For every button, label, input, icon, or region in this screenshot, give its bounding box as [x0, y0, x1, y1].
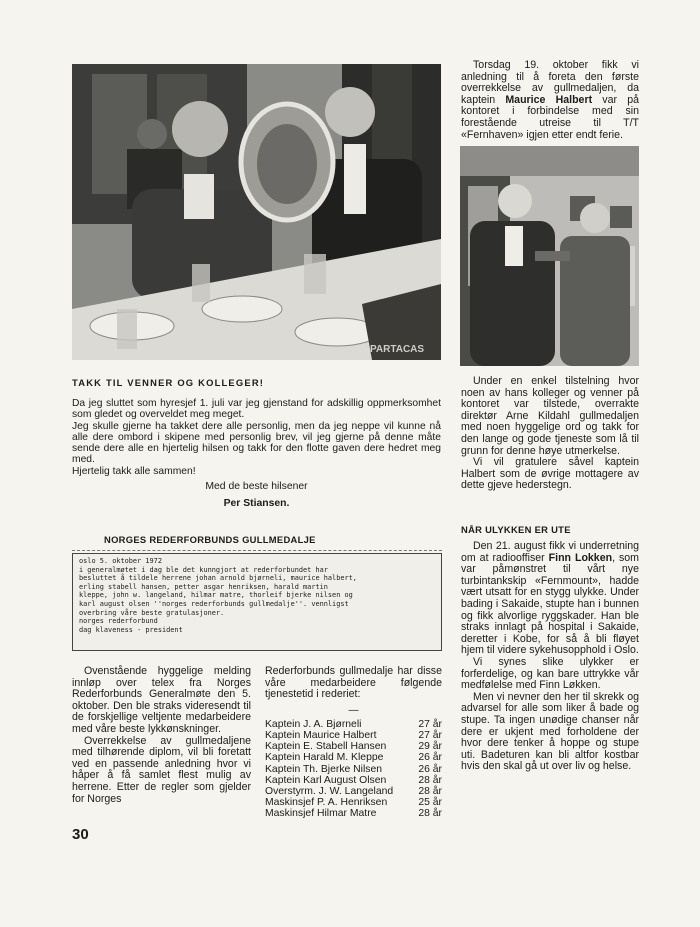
- takk-text: [72, 398, 441, 477]
- cigar-box-label: PARTACAS: [370, 344, 425, 355]
- takk-paragraph-1: Da jeg sluttet som hyresjef 1. juli var jeg gjenstand for adskillig oppmerksomhet som gledet og overveldet meg meget.: [72, 398, 441, 421]
- takk-greeting: Med de beste hilsener: [205, 481, 308, 492]
- telex-paper: [72, 553, 442, 651]
- crew-row: Kaptein Karl August Olsen 28 år: [265, 774, 442, 786]
- ulykken-heading: NÅR ULYKKEN ER UTE: [461, 524, 571, 535]
- sympathy-paragraph: Vi synes slike ulykker er forferdelige, og kan bare uttrykke vår medfølelse med Finn Løkken.: [461, 655, 639, 692]
- photo-silver-tray-presentation: [72, 64, 441, 360]
- crew-row: Kaptein Th. Bjerke Nilsen 26 år: [265, 763, 442, 775]
- telex-explanation-paragraph: Ovenstående hyggelige melding innløp over telex fra Norges Rederforbunds Generalmøte den 5. oktober. Den ble straks videresendt til de forskjellige veltjente medarbeidere med våre beste lykkønskninger.: [72, 665, 251, 735]
- crew-row: Overstyrm. J. W. Langeland 28 år: [265, 786, 442, 797]
- halbert-name: Maurice Halbert: [505, 93, 593, 106]
- telex-line: erling stabell hansen, petter asgar henriksen, harald martin: [79, 582, 328, 591]
- telex-line: overbring våre beste gratulasjoner.: [79, 608, 225, 617]
- warning-paragraph: Men vi nevner den her til skrekk og advarsel for alle som liker å bade og stupe. Ta ingen unødige chanser når dere er ukjent med forholdene der hvor dere tenker å hoppe og stupe uti. Badeturen kan bli altfor kostbar hvis den skal gå ut over liv og helse.: [461, 690, 639, 773]
- crew-row: Kaptein Harald M. Kleppe 26 år: [265, 752, 442, 764]
- telex-line: dag klaveness - president: [79, 625, 183, 634]
- takk-paragraph-3: Hjertelig takk alle sammen!: [72, 465, 196, 477]
- service-time-intro: Rederforbunds gullmedalje har disse våre medarbeidere følgende tjenestetid i rederiet:: [265, 665, 442, 701]
- halbert-ceremony-text: [461, 376, 639, 492]
- crew-list: [265, 719, 442, 820]
- telex-line: kleppe, john w. langeland, hilmar matre, thorleif bjerke nilsen og: [79, 591, 353, 600]
- telex-line: oslo 5. oktober 1972: [79, 557, 162, 565]
- takk-heading: TAKK TIL VENNER OG KOLLEGER!: [72, 377, 265, 388]
- telex-message: [72, 550, 442, 656]
- crew-row: Maskinsjef Hilmar Matre 28 år: [265, 808, 442, 820]
- takk-paragraph-2: Jeg skulle gjerne ha takket dere alle personlig, men da jeg neppe vil kunne nå alle dere ombord i skipene med personlig brev, vil jeg gjerne på denne måte sende dere alle en hjertelig hilsen og takk for den flotte gaven dere hedret meg med.: [72, 420, 441, 466]
- telex-line: besluttet å tildele herrene johan arnold bjørneli, maurice halbert,: [79, 574, 357, 583]
- medal-column-1: [72, 666, 251, 805]
- ceremony-paragraph: Under en enkel tilstelning hvor noen av hans kolleger og venner på kontoret var tilstede, overrakte direktør Arne Kildahl gullmedaljen med noen hyggelige ord og takk for den lange og gode tjeneste som lå til grunn for denne høye utmerkelse.: [461, 375, 639, 457]
- crew-row: Kaptein E. Stabell Hansen 29 år: [265, 741, 442, 753]
- telex-line: norges rederforbund: [79, 617, 158, 626]
- telex-line: karl august olsen ''norges rederforbunds gullmedalje''. vennligst: [79, 599, 349, 608]
- medal-column-2: [265, 666, 442, 820]
- section-dash: —: [348, 704, 359, 716]
- congratulation-paragraph: Vi vil gratulere såvel kaptein Halbert som de øvrige mottagere av dette gjeve hederstegn.: [461, 456, 639, 492]
- crew-row: Kaptein Maurice Halbert 27 år: [265, 729, 442, 741]
- ulykken-text: Den 21. august fikk vi underretning om at radiooffiser Finn Lokken, som var påmønstret til vårt nye turbintankskip «Fernmount», hadde vært utsatt for en stygg ulykke. Under bading i Sakaide, stupte han i bunnen og fikk alvorlige ryggskader. Han ble straks innlagt på hospital i Sakaide, deretter i Kobe, for så å bli fløyet hjem til videre sykehusopphold i Oslo. Vi synes slike ulykker er forferdelige, og kan bare uttrykke vår medfølelse med Finn Løkken. Men vi nevner den her til skrekk og advarsel for alle som liker å bade og stupe. Ta ingen unødige chanser når dere er ukjent med forholdene der hvor dere tenker å hoppe og stupe uti. Badeturen kan bli altfor kostbar hvis den skal gå ut over liv og helse.: [461, 540, 639, 773]
- medal-heading: NORGES REDERFORBUNDS GULLMEDALJE: [104, 534, 316, 545]
- telex-line: i generalmøtet i dag ble det kunngjort at rederforbundet har: [79, 565, 328, 574]
- takk-signature: Per Stiansen.: [223, 498, 290, 509]
- page-number: 30: [72, 826, 89, 843]
- crew-row: Kaptein J. A. Bjørneli 27 år: [265, 718, 442, 730]
- crew-row: Maskinsjef P. A. Henriksen 25 år: [265, 797, 442, 809]
- halbert-intro-paragraph: Torsdag 19. oktober fikk vi anledning til å foreta den første overrekkelse av gullmedaljen, da kaptein Maurice Halbert var på kontoret i forbindelse med sin forestående utreise til T/T «Fernhaven» igjen etter endt ferie.: [461, 59, 639, 141]
- photo-medal-pinning: [460, 146, 639, 366]
- lokken-name: Finn Lokken: [548, 551, 613, 564]
- ceremony-plan-paragraph: Overrekkelse av gullmedaljene med tilhørende diplom, vil bli foretatt ved en passende anledning hvor vi håper å få samlet flest mulig av herrene. Etter de regler som gjelder for Norges: [72, 734, 251, 805]
